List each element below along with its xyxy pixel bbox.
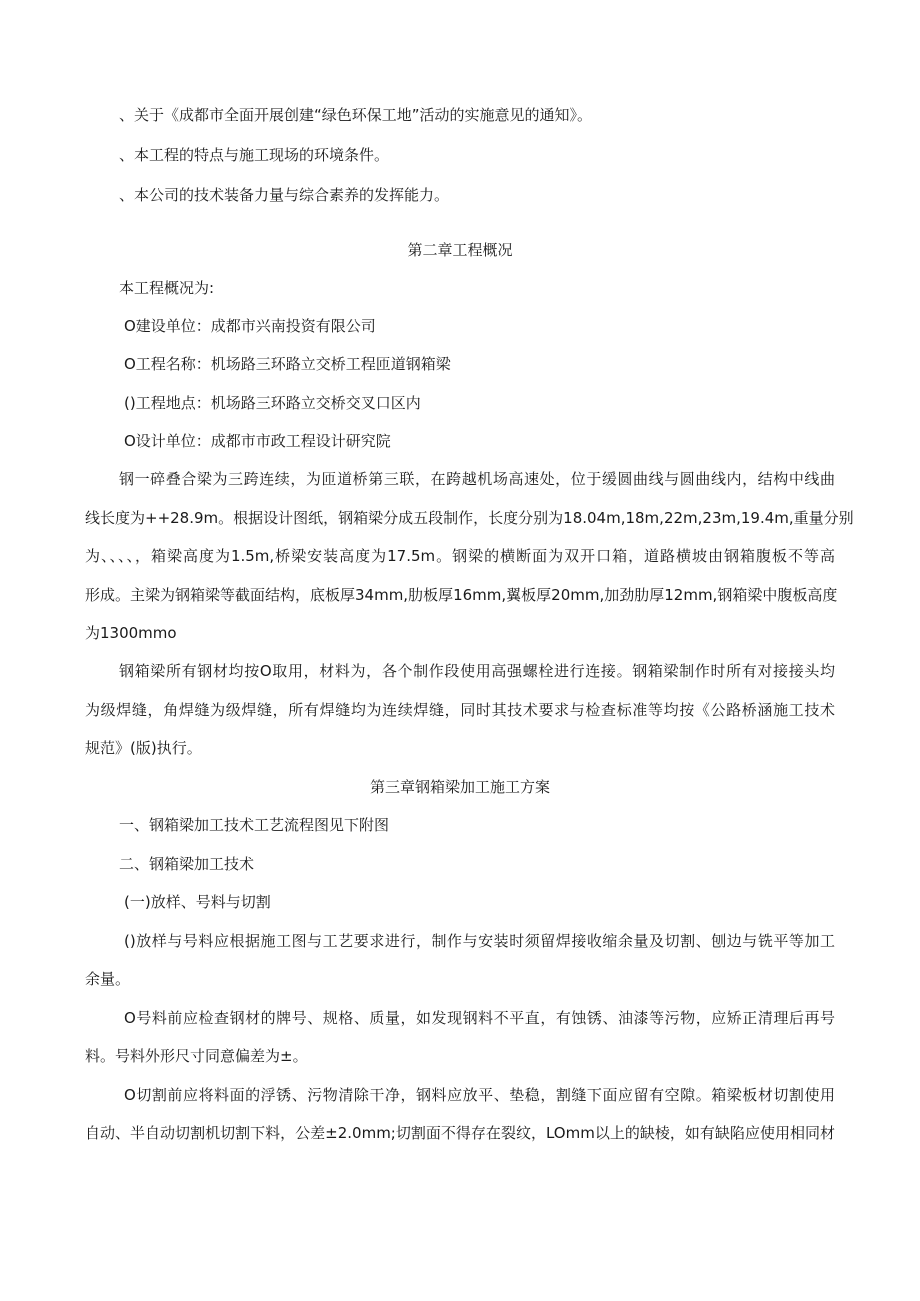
paragraph-line: ()放样与号料应根据施工图与工艺要求进行，制作与安装时须留焊接收缩余量及切割、刨边与铣平等加工 xyxy=(124,932,835,950)
chapter-2-title: 第二章工程概况 xyxy=(407,241,513,259)
paragraph-line: 料。号料外形尺寸同意偏差为±。 xyxy=(85,1047,308,1065)
basis-item: 、关于《成都市全面开展创建“绿色环保工地”活动的实施意见的通知》。 xyxy=(119,106,593,124)
chapter-3-title: 第三章钢箱梁加工施工方案 xyxy=(369,778,550,796)
paragraph-line: 规范》(版)执行。 xyxy=(85,739,202,757)
paragraph-line: 余量。 xyxy=(85,970,131,988)
paragraph-line: 钢箱梁所有钢材均按O取用，材料为，各个制作段使用高强螺栓进行连接。钢箱梁制作时所有对接接头均 xyxy=(119,662,835,680)
paragraph-line: 形成。主梁为钢箱梁等截面结构，底板厚34mm,肋板厚16mm,翼板厚20mm,加劲肋厚12mm,钢箱梁中腹板高度 xyxy=(85,586,838,604)
paragraph-line: 自动、半自动切割机切割下料，公差±2.0mm;切割面不得存在裂纹，LOmm以上的缺棱，如有缺陷应使用相同材 xyxy=(85,1124,835,1142)
overview-intro: 本工程概况为: xyxy=(119,279,215,297)
fact-location: ()工程地点：机场路三环路立交桥交叉口区内 xyxy=(124,394,421,412)
section-heading: 一、钢箱梁加工技术工艺流程图见下附图 xyxy=(119,816,390,834)
subsection-heading: (一)放样、号料与切割 xyxy=(124,893,271,911)
fact-builder: O建设单位：成都市兴南投资有限公司 xyxy=(124,317,376,335)
paragraph-line: 为级焊缝，角焊缝为级焊缝，所有焊缝均为连续焊缝，同时其技术要求与检查标准等均按《公路桥涵施工技术 xyxy=(85,701,835,719)
fact-project-name: O工程名称：机场路三环路立交桥工程匝道钢箱梁 xyxy=(124,355,451,373)
section-heading: 二、钢箱梁加工技术 xyxy=(119,855,255,873)
basis-item: 、本公司的技术装备力量与综合素养的发挥能力。 xyxy=(119,186,450,204)
paragraph-line: O号料前应检查钢材的牌号、规格、质量，如发现钢料不平直，有蚀锈、油漆等污物，应矫正清理后再号 xyxy=(124,1009,835,1027)
paragraph-line: 钢一碎叠合梁为三跨连续，为匝道桥第三联，在跨越机场高速处，位于缓圆曲线与圆曲线内，结构中线曲 xyxy=(119,470,835,488)
basis-item: 、本工程的特点与施工现场的环境条件。 xyxy=(119,146,390,164)
paragraph-line: O切割前应将料面的浮锈、污物清除干净，钢料应放平、垫稳，割缝下面应留有空隙。箱梁板材切割使用 xyxy=(124,1086,835,1104)
fact-designer: O设计单位：成都市市政工程设计研究院 xyxy=(124,432,391,450)
paragraph-line: 为1300mmo xyxy=(85,624,177,642)
paragraph-line: 为、、、、，箱梁高度为1.5m,桥梁安装高度为17.5m。钢梁的横断面为双开口箱，道路横坡由钢箱腹板不等高 xyxy=(85,547,835,565)
paragraph-line: 线长度为++28.9m。根据设计图纸，钢箱梁分成五段制作，长度分别为18.04m,18m,22m,23m,19.4m,重量分别 xyxy=(85,509,854,527)
